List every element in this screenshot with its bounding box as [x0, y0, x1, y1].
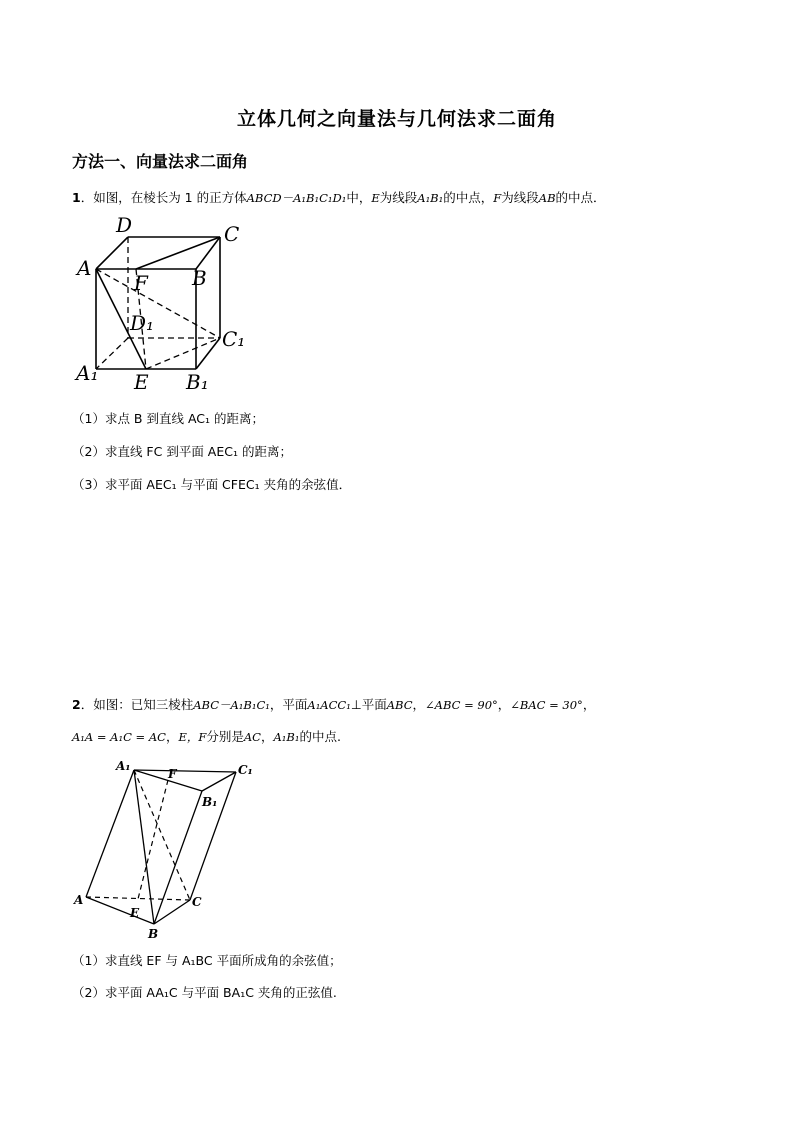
- edge-C1B1: [196, 338, 220, 369]
- stem-text: ，: [497, 697, 511, 712]
- math-equal-edges: A₁A = A₁C = AC: [72, 730, 166, 744]
- problem2-stem-line2: [72, 727, 341, 745]
- label-C: C: [224, 222, 240, 246]
- stem-text: 的中点.: [299, 729, 341, 744]
- label-F: F: [168, 767, 177, 781]
- edge-AD: [96, 237, 128, 269]
- label-A: A: [77, 256, 92, 280]
- label-E: E: [130, 906, 140, 920]
- math-AC: AC: [243, 730, 261, 744]
- math-angle-ABC: ∠ABC = 90°: [425, 698, 498, 712]
- math-E: E: [371, 191, 380, 205]
- stem-text: 的中点．: [555, 190, 606, 205]
- edge-BC: [154, 900, 190, 924]
- problem1-number: 1: [72, 190, 81, 205]
- label-D1: D₁: [130, 311, 155, 335]
- perp-symbol: ⊥: [350, 697, 362, 712]
- stem-text: 为线段: [501, 190, 539, 205]
- math-AB: AB: [538, 191, 556, 205]
- label-C1: C₁: [238, 763, 253, 777]
- stem-text: ，平面: [269, 697, 308, 712]
- stem-text: 分别是: [206, 729, 244, 744]
- stem-text: 中，: [346, 190, 372, 205]
- math-EF: E，F: [178, 730, 207, 744]
- edge-CC1: [190, 772, 236, 900]
- problem1-question-3: （3）求平面 AEC₁ 与平面 CFEC₁ 夹角的余弦值．: [72, 477, 352, 492]
- edge-B1C1: [202, 772, 236, 791]
- label-D: D: [116, 213, 133, 237]
- label-B: B: [148, 927, 159, 941]
- stem-text: ，: [165, 729, 179, 744]
- edge-D1A1-hidden: [96, 338, 128, 369]
- label-B1: B₁: [186, 370, 209, 394]
- label-B1: B₁: [202, 795, 218, 809]
- stem-text: ，: [412, 697, 426, 712]
- label-C: C: [192, 895, 202, 909]
- label-A1: A₁: [116, 759, 131, 773]
- label-B: B: [192, 266, 207, 290]
- math-F: F: [493, 191, 502, 205]
- problem2-question-1: （1）求直线 EF 与 A₁BC 平面所成角的余弦值；: [72, 953, 342, 968]
- edge-A1C1: [134, 770, 236, 772]
- stem-text: 平面: [361, 697, 387, 712]
- math-A1B1: A₁B₁: [273, 730, 300, 744]
- stem-text: ，: [582, 697, 596, 712]
- problem2-question-2: （2）求平面 AA₁C 与平面 BA₁C 夹角的正弦值.: [72, 985, 337, 1000]
- label-E: E: [134, 370, 149, 394]
- stem-text: 为线段: [379, 190, 418, 205]
- math-plane-A1ACC1: A₁ACC₁: [307, 698, 351, 712]
- label-F: F: [134, 271, 148, 295]
- problem1-stem: [72, 188, 606, 206]
- problem1-question-1: （1）求点 B 到直线 AC₁ 的距离；: [72, 411, 264, 426]
- math-ABC: ABC: [386, 698, 413, 712]
- cube-figure: [72, 212, 252, 402]
- stem-text: 的中点，: [443, 190, 494, 205]
- stem-text: ．如图：已知三棱柱: [80, 697, 194, 712]
- stem-text: ．如图，在棱长为 1 的正方体: [80, 190, 247, 205]
- label-C1: C₁: [222, 327, 246, 351]
- label-A1: A₁: [76, 361, 99, 385]
- math-angle-BAC: ∠BAC = 30°: [510, 698, 583, 712]
- problem2-number: 2: [72, 697, 81, 712]
- math-A1B1: A₁B₁: [417, 191, 444, 205]
- math-prism: ABC－A₁B₁C₁: [193, 698, 270, 712]
- edge-AB: [86, 897, 154, 924]
- page-title: 立体几何之向量法与几何法求二面角: [236, 108, 557, 130]
- problem2-stem-line1: [72, 695, 595, 713]
- segment-A1B: [134, 770, 154, 924]
- label-A: A: [74, 893, 84, 907]
- prism-figure: [72, 754, 272, 944]
- math-cube: ABCD－A₁B₁C₁D₁: [246, 191, 347, 205]
- edge-AA1: [86, 770, 134, 897]
- section-heading: 方法一、向量法求二面角: [72, 152, 249, 171]
- stem-text: ，: [260, 729, 274, 744]
- problem1-question-2: （2）求直线 FC 到平面 AEC₁ 的距离；: [72, 444, 292, 459]
